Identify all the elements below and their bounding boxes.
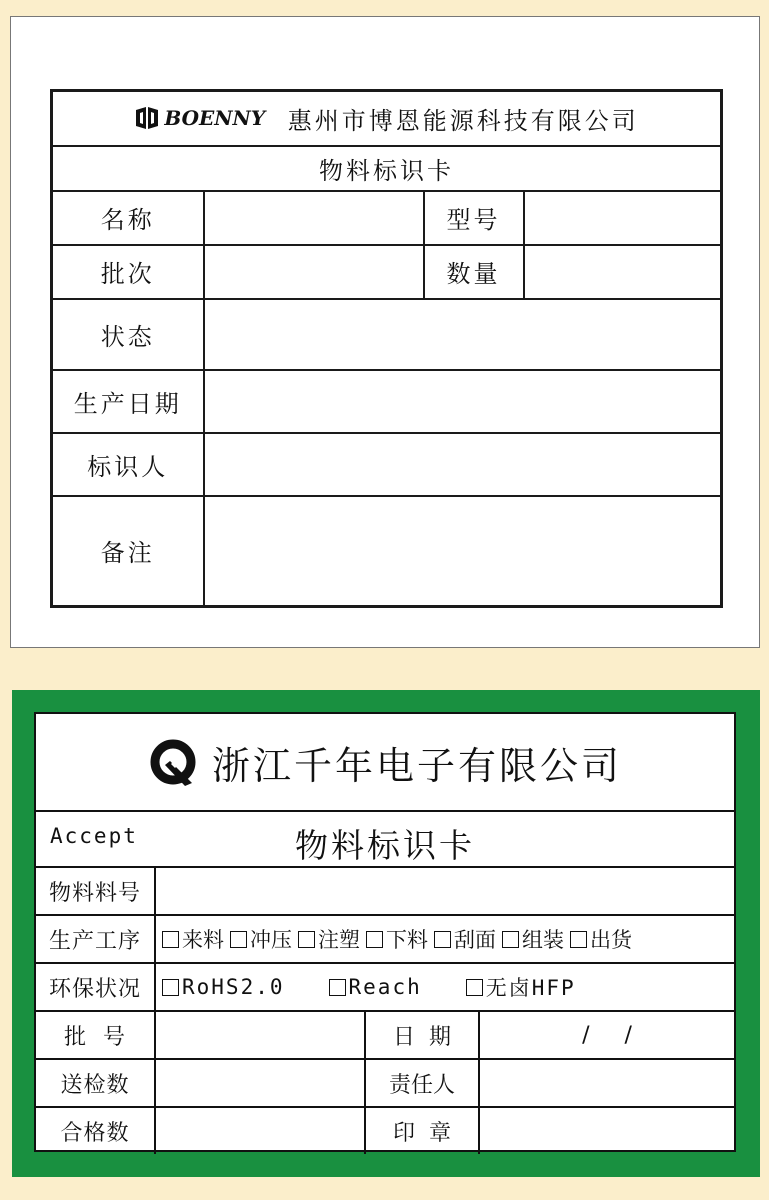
process-option-scraping[interactable]: 刮面 bbox=[434, 924, 496, 954]
process-option-injection[interactable]: 注塑 bbox=[298, 924, 360, 954]
qualified-row bbox=[36, 1108, 734, 1154]
process-option-stamping[interactable]: 冲压 bbox=[230, 924, 292, 954]
inspect-row bbox=[36, 1060, 734, 1108]
status-field[interactable] bbox=[204, 299, 722, 370]
part-number-row bbox=[36, 868, 734, 916]
batch-field[interactable] bbox=[204, 245, 424, 299]
eco-option-hfp[interactable]: 无卤HFP bbox=[466, 972, 576, 1002]
qualified-qty-label: 合格数 bbox=[36, 1108, 156, 1154]
checkbox[interactable] bbox=[298, 931, 315, 948]
eco-row bbox=[36, 964, 734, 1012]
eco-option-reach[interactable]: Reach bbox=[329, 975, 422, 999]
checkbox[interactable] bbox=[230, 931, 247, 948]
boenny-header bbox=[52, 91, 722, 146]
eco-options bbox=[156, 964, 734, 1010]
batch-row bbox=[36, 1012, 734, 1060]
material-card-boenny bbox=[10, 16, 760, 648]
inspect-qty-field[interactable] bbox=[156, 1060, 366, 1106]
model-field[interactable] bbox=[524, 191, 722, 245]
stamp-field[interactable] bbox=[480, 1108, 734, 1154]
part-number-label: 物料料号 bbox=[36, 868, 156, 914]
company-name: 惠州市博恩能源科技有限公司 bbox=[287, 106, 639, 135]
checkbox[interactable] bbox=[366, 931, 383, 948]
production-date-field[interactable] bbox=[204, 370, 722, 433]
production-date-label: 生产日期 bbox=[52, 370, 204, 433]
accept-label: Accept bbox=[50, 824, 138, 848]
identifier-field[interactable] bbox=[204, 433, 722, 496]
checkbox[interactable] bbox=[570, 931, 587, 948]
batch-label: 批次 bbox=[52, 245, 204, 299]
eco-label: 环保状况 bbox=[36, 964, 156, 1010]
qiannian-header bbox=[36, 714, 734, 812]
title-row bbox=[36, 812, 734, 868]
batch-label: 批 号 bbox=[36, 1012, 156, 1058]
name-label: 名称 bbox=[52, 191, 204, 245]
qiannian-form bbox=[34, 712, 736, 1152]
remarks-field[interactable] bbox=[204, 496, 722, 607]
checkbox[interactable] bbox=[466, 979, 483, 996]
part-number-field[interactable] bbox=[156, 868, 734, 914]
checkbox[interactable] bbox=[162, 979, 179, 996]
process-option-cutting[interactable]: 下料 bbox=[366, 924, 428, 954]
batch-field[interactable] bbox=[156, 1012, 366, 1058]
checkbox[interactable] bbox=[162, 931, 179, 948]
date-field[interactable]: / / bbox=[582, 1022, 632, 1048]
inspect-qty-label: 送检数 bbox=[36, 1060, 156, 1106]
process-option-assembly[interactable]: 组装 bbox=[502, 924, 564, 954]
checkbox[interactable] bbox=[434, 931, 451, 948]
status-label: 状态 bbox=[52, 299, 204, 370]
checkbox[interactable] bbox=[329, 979, 346, 996]
qiannian-logo-icon bbox=[148, 737, 198, 787]
material-card-qiannian bbox=[12, 690, 760, 1177]
identifier-label: 标识人 bbox=[52, 433, 204, 496]
boenny-logo bbox=[134, 106, 265, 130]
boenny-wordmark: BOENNY bbox=[164, 106, 266, 131]
qualified-qty-field[interactable] bbox=[156, 1108, 366, 1154]
process-option-incoming[interactable]: 来料 bbox=[162, 924, 224, 954]
eco-option-rohs[interactable]: RoHS2.0 bbox=[162, 975, 285, 999]
card-title: 物料标识卡 bbox=[52, 146, 722, 191]
boenny-form-table bbox=[50, 89, 723, 608]
boenny-logo-icon bbox=[134, 106, 160, 130]
process-options bbox=[156, 916, 734, 962]
model-label: 型号 bbox=[424, 191, 524, 245]
responsible-label: 责任人 bbox=[366, 1060, 480, 1106]
remarks-label: 备注 bbox=[52, 496, 204, 607]
responsible-field[interactable] bbox=[480, 1060, 734, 1106]
process-label: 生产工序 bbox=[36, 916, 156, 962]
process-option-shipping[interactable]: 出货 bbox=[570, 924, 632, 954]
card-title: 物料标识卡 bbox=[295, 826, 475, 865]
stamp-label: 印 章 bbox=[366, 1108, 480, 1154]
quantity-field[interactable] bbox=[524, 245, 722, 299]
process-row bbox=[36, 916, 734, 964]
checkbox[interactable] bbox=[502, 931, 519, 948]
name-field[interactable] bbox=[204, 191, 424, 245]
date-label: 日 期 bbox=[366, 1012, 480, 1058]
company-name: 浙江千年电子有限公司 bbox=[211, 743, 622, 788]
quantity-label: 数量 bbox=[424, 245, 524, 299]
